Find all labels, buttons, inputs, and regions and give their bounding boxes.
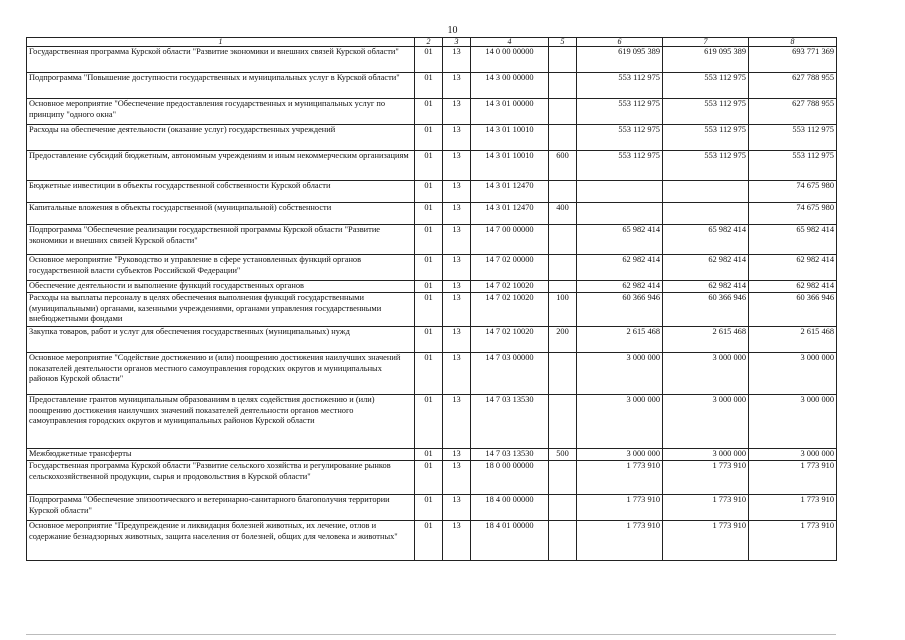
section-code-cell: 01: [415, 125, 443, 151]
section-code-cell: 01: [415, 255, 443, 281]
amount-cell-col8: 553 112 975: [749, 151, 837, 181]
amount-cell-col6: 60 366 946: [577, 293, 663, 327]
subsection-code-cell: 13: [443, 255, 471, 281]
amount-cell-col7: 1 773 910: [663, 495, 749, 521]
target-article-cell: 18 0 00 00000: [471, 461, 549, 495]
amount-cell-col6: 62 982 414: [577, 255, 663, 281]
section-code-cell: 01: [415, 225, 443, 255]
amount-cell-col7: 1 773 910: [663, 521, 749, 561]
expense-type-cell: 600: [549, 151, 577, 181]
subsection-code-cell: 13: [443, 47, 471, 73]
table-row: [27, 461, 837, 495]
row-name-cell: Подпрограмма "Обеспечение эпизоотического и ветеринарно-санитарного благополучия территории Курской области": [27, 495, 415, 521]
row-name-cell: Предоставление грантов муниципальным образованиям в целях содействия достижению и (или) поощрению достижения наилучших значений показателей деятельности органов местного самоуправления городских округов и муниципальных районов Курской области: [27, 395, 415, 449]
amount-cell-col6: [577, 203, 663, 225]
amount-cell-col7: 2 615 468: [663, 327, 749, 353]
amount-cell-col6: 553 112 975: [577, 151, 663, 181]
expense-type-cell: [549, 47, 577, 73]
target-article-cell: 18 4 01 00000: [471, 521, 549, 561]
expense-type-cell: [549, 495, 577, 521]
table-row: [27, 181, 837, 203]
table-row: [27, 449, 837, 461]
section-code-cell: 01: [415, 47, 443, 73]
section-code-cell: 01: [415, 395, 443, 449]
amount-cell-col7: 3 000 000: [663, 395, 749, 449]
target-article-cell: 14 7 02 10020: [471, 293, 549, 327]
row-name-cell: Капитальные вложения в объекты государственной (муниципальной) собственности: [27, 203, 415, 225]
table-row: [27, 495, 837, 521]
amount-cell-col7: 553 112 975: [663, 125, 749, 151]
section-code-cell: 01: [415, 73, 443, 99]
table-row: [27, 255, 837, 281]
row-name-cell: Государственная программа Курской области "Развитие экономики и внешних связей Курской области": [27, 47, 415, 73]
amount-cell-col7: 553 112 975: [663, 99, 749, 125]
subsection-code-cell: 13: [443, 151, 471, 181]
row-name-cell: Основное мероприятие "Обеспечение предоставления государственных и муниципальных услуг по принципу "одного окна": [27, 99, 415, 125]
target-article-cell: 14 3 01 10010: [471, 151, 549, 181]
column-header: 3: [443, 38, 471, 47]
expense-type-cell: [549, 181, 577, 203]
amount-cell-col7: 62 982 414: [663, 281, 749, 293]
subsection-code-cell: 13: [443, 395, 471, 449]
subsection-code-cell: 13: [443, 99, 471, 125]
column-header: 1: [27, 38, 415, 47]
table-row: [27, 203, 837, 225]
target-article-cell: 14 7 02 10020: [471, 281, 549, 293]
row-name-cell: Бюджетные инвестиции в объекты государственной собственности Курской области: [27, 181, 415, 203]
subsection-code-cell: 13: [443, 521, 471, 561]
amount-cell-col6: 619 095 389: [577, 47, 663, 73]
amount-cell-col6: [577, 181, 663, 203]
subsection-code-cell: 13: [443, 327, 471, 353]
target-article-cell: 14 3 01 12470: [471, 203, 549, 225]
column-header: 6: [577, 38, 663, 47]
amount-cell-col7: 65 982 414: [663, 225, 749, 255]
budget-table: [26, 37, 837, 561]
amount-cell-col8: 1 773 910: [749, 461, 837, 495]
amount-cell-col6: 3 000 000: [577, 395, 663, 449]
target-article-cell: 14 7 03 13530: [471, 395, 549, 449]
expense-type-cell: [549, 255, 577, 281]
amount-cell-col6: 1 773 910: [577, 495, 663, 521]
amount-cell-col6: 62 982 414: [577, 281, 663, 293]
section-code-cell: 01: [415, 181, 443, 203]
amount-cell-col8: 3 000 000: [749, 353, 837, 395]
amount-cell-col7: 1 773 910: [663, 461, 749, 495]
amount-cell-col7: 553 112 975: [663, 73, 749, 99]
section-code-cell: 01: [415, 281, 443, 293]
subsection-code-cell: 13: [443, 449, 471, 461]
amount-cell-col7: 62 982 414: [663, 255, 749, 281]
amount-cell-col8: 627 788 955: [749, 99, 837, 125]
footer-divider: [26, 634, 836, 635]
amount-cell-col8: 693 771 369: [749, 47, 837, 73]
table-row: [27, 99, 837, 125]
target-article-cell: 14 7 03 13530: [471, 449, 549, 461]
amount-cell-col8: 2 615 468: [749, 327, 837, 353]
table-body: [27, 47, 837, 561]
target-article-cell: 14 3 01 12470: [471, 181, 549, 203]
amount-cell-col6: 1 773 910: [577, 461, 663, 495]
row-name-cell: Межбюджетные трансферты: [27, 449, 415, 461]
amount-cell-col8: 62 982 414: [749, 255, 837, 281]
amount-cell-col8: 65 982 414: [749, 225, 837, 255]
table-row: [27, 521, 837, 561]
section-code-cell: 01: [415, 449, 443, 461]
amount-cell-col7: 3 000 000: [663, 449, 749, 461]
amount-cell-col8: 1 773 910: [749, 521, 837, 561]
table-row: [27, 281, 837, 293]
expense-type-cell: [549, 395, 577, 449]
target-article-cell: 14 0 00 00000: [471, 47, 549, 73]
subsection-code-cell: 13: [443, 125, 471, 151]
amount-cell-col8: 62 982 414: [749, 281, 837, 293]
table-row: [27, 225, 837, 255]
amount-cell-col8: 60 366 946: [749, 293, 837, 327]
section-code-cell: 01: [415, 203, 443, 225]
section-code-cell: 01: [415, 495, 443, 521]
table-row: [27, 395, 837, 449]
expense-type-cell: 500: [549, 449, 577, 461]
expense-type-cell: [549, 125, 577, 151]
page-number: 10: [447, 25, 458, 36]
column-header: 4: [471, 38, 549, 47]
column-header: 7: [663, 38, 749, 47]
amount-cell-col6: 553 112 975: [577, 73, 663, 99]
target-article-cell: 14 3 00 00000: [471, 73, 549, 99]
table-row: [27, 125, 837, 151]
column-header: 2: [415, 38, 443, 47]
amount-cell-col7: [663, 203, 749, 225]
subsection-code-cell: 13: [443, 203, 471, 225]
expense-type-cell: [549, 225, 577, 255]
target-article-cell: 14 7 02 00000: [471, 255, 549, 281]
row-name-cell: Расходы на выплаты персоналу в целях обеспечения выполнения функций государственными (муниципальными) органами, казенными учреждениями, органами управления государственными внебюджетными фондами: [27, 293, 415, 327]
section-code-cell: 01: [415, 461, 443, 495]
subsection-code-cell: 13: [443, 181, 471, 203]
amount-cell-col6: 553 112 975: [577, 125, 663, 151]
section-code-cell: 01: [415, 151, 443, 181]
amount-cell-col6: 553 112 975: [577, 99, 663, 125]
target-article-cell: 14 7 02 10020: [471, 327, 549, 353]
amount-cell-col8: 627 788 955: [749, 73, 837, 99]
subsection-code-cell: 13: [443, 353, 471, 395]
amount-cell-col6: 3 000 000: [577, 449, 663, 461]
section-code-cell: 01: [415, 353, 443, 395]
table-row: [27, 353, 837, 395]
amount-cell-col8: 3 000 000: [749, 395, 837, 449]
table-row: [27, 73, 837, 99]
section-code-cell: 01: [415, 327, 443, 353]
amount-cell-col7: 619 095 389: [663, 47, 749, 73]
target-article-cell: 18 4 00 00000: [471, 495, 549, 521]
subsection-code-cell: 13: [443, 495, 471, 521]
column-header: 8: [749, 38, 837, 47]
amount-cell-col6: 3 000 000: [577, 353, 663, 395]
expense-type-cell: [549, 99, 577, 125]
expense-type-cell: [549, 73, 577, 99]
subsection-code-cell: 13: [443, 281, 471, 293]
row-name-cell: Подпрограмма "Обеспечение реализации государственной программы Курской области "Развитие экономики и внешних связей Курской области": [27, 225, 415, 255]
target-article-cell: 14 3 01 10010: [471, 125, 549, 151]
amount-cell-col8: 74 675 980: [749, 203, 837, 225]
amount-cell-col7: 60 366 946: [663, 293, 749, 327]
row-name-cell: Государственная программа Курской области "Развитие сельского хозяйства и регулирование рынков сельскохозяйственной продукции, сырья и продовольствия в Курской области": [27, 461, 415, 495]
amount-cell-col7: 3 000 000: [663, 353, 749, 395]
expense-type-cell: [549, 281, 577, 293]
subsection-code-cell: 13: [443, 225, 471, 255]
row-name-cell: Подпрограмма "Повышение доступности государственных и муниципальных услуг в Курской области": [27, 73, 415, 99]
row-name-cell: Основное мероприятие "Руководство и управление в сфере установленных функций органов государственной власти субъектов Российской Федерации": [27, 255, 415, 281]
amount-cell-col8: 74 675 980: [749, 181, 837, 203]
expense-type-cell: 200: [549, 327, 577, 353]
row-name-cell: Обеспечение деятельности и выполнение функций государственных органов: [27, 281, 415, 293]
expense-type-cell: [549, 521, 577, 561]
subsection-code-cell: 13: [443, 73, 471, 99]
amount-cell-col7: [663, 181, 749, 203]
table-row: [27, 293, 837, 327]
expense-type-cell: [549, 461, 577, 495]
column-header: 5: [549, 38, 577, 47]
amount-cell-col8: 3 000 000: [749, 449, 837, 461]
amount-cell-col7: 553 112 975: [663, 151, 749, 181]
table-row: [27, 151, 837, 181]
row-name-cell: Основное мероприятие "Предупреждение и ликвидация болезней животных, их лечение, отлов и содержание безнадзорных животных, защита населения от болезней, общих для человека и животных": [27, 521, 415, 561]
column-number-row: [27, 38, 837, 47]
section-code-cell: 01: [415, 99, 443, 125]
amount-cell-col8: 553 112 975: [749, 125, 837, 151]
row-name-cell: Предоставление субсидий бюджетным, автономным учреждениям и иным некоммерческим организациям: [27, 151, 415, 181]
section-code-cell: 01: [415, 521, 443, 561]
target-article-cell: 14 7 00 00000: [471, 225, 549, 255]
table-row: [27, 47, 837, 73]
expense-type-cell: [549, 353, 577, 395]
target-article-cell: 14 3 01 00000: [471, 99, 549, 125]
subsection-code-cell: 13: [443, 293, 471, 327]
expense-type-cell: 400: [549, 203, 577, 225]
target-article-cell: 14 7 03 00000: [471, 353, 549, 395]
row-name-cell: Основное мероприятие "Содействие достижению и (или) поощрению достижения наилучших значений показателей деятельности органов местного самоуправления городских округов и муниципальных районов Курской области": [27, 353, 415, 395]
table-row: [27, 327, 837, 353]
expense-type-cell: 100: [549, 293, 577, 327]
amount-cell-col8: 1 773 910: [749, 495, 837, 521]
amount-cell-col6: 2 615 468: [577, 327, 663, 353]
section-code-cell: 01: [415, 293, 443, 327]
row-name-cell: Расходы на обеспечение деятельности (оказание услуг) государственных учреждений: [27, 125, 415, 151]
amount-cell-col6: 65 982 414: [577, 225, 663, 255]
amount-cell-col6: 1 773 910: [577, 521, 663, 561]
subsection-code-cell: 13: [443, 461, 471, 495]
row-name-cell: Закупка товаров, работ и услуг для обеспечения государственных (муниципальных) нужд: [27, 327, 415, 353]
